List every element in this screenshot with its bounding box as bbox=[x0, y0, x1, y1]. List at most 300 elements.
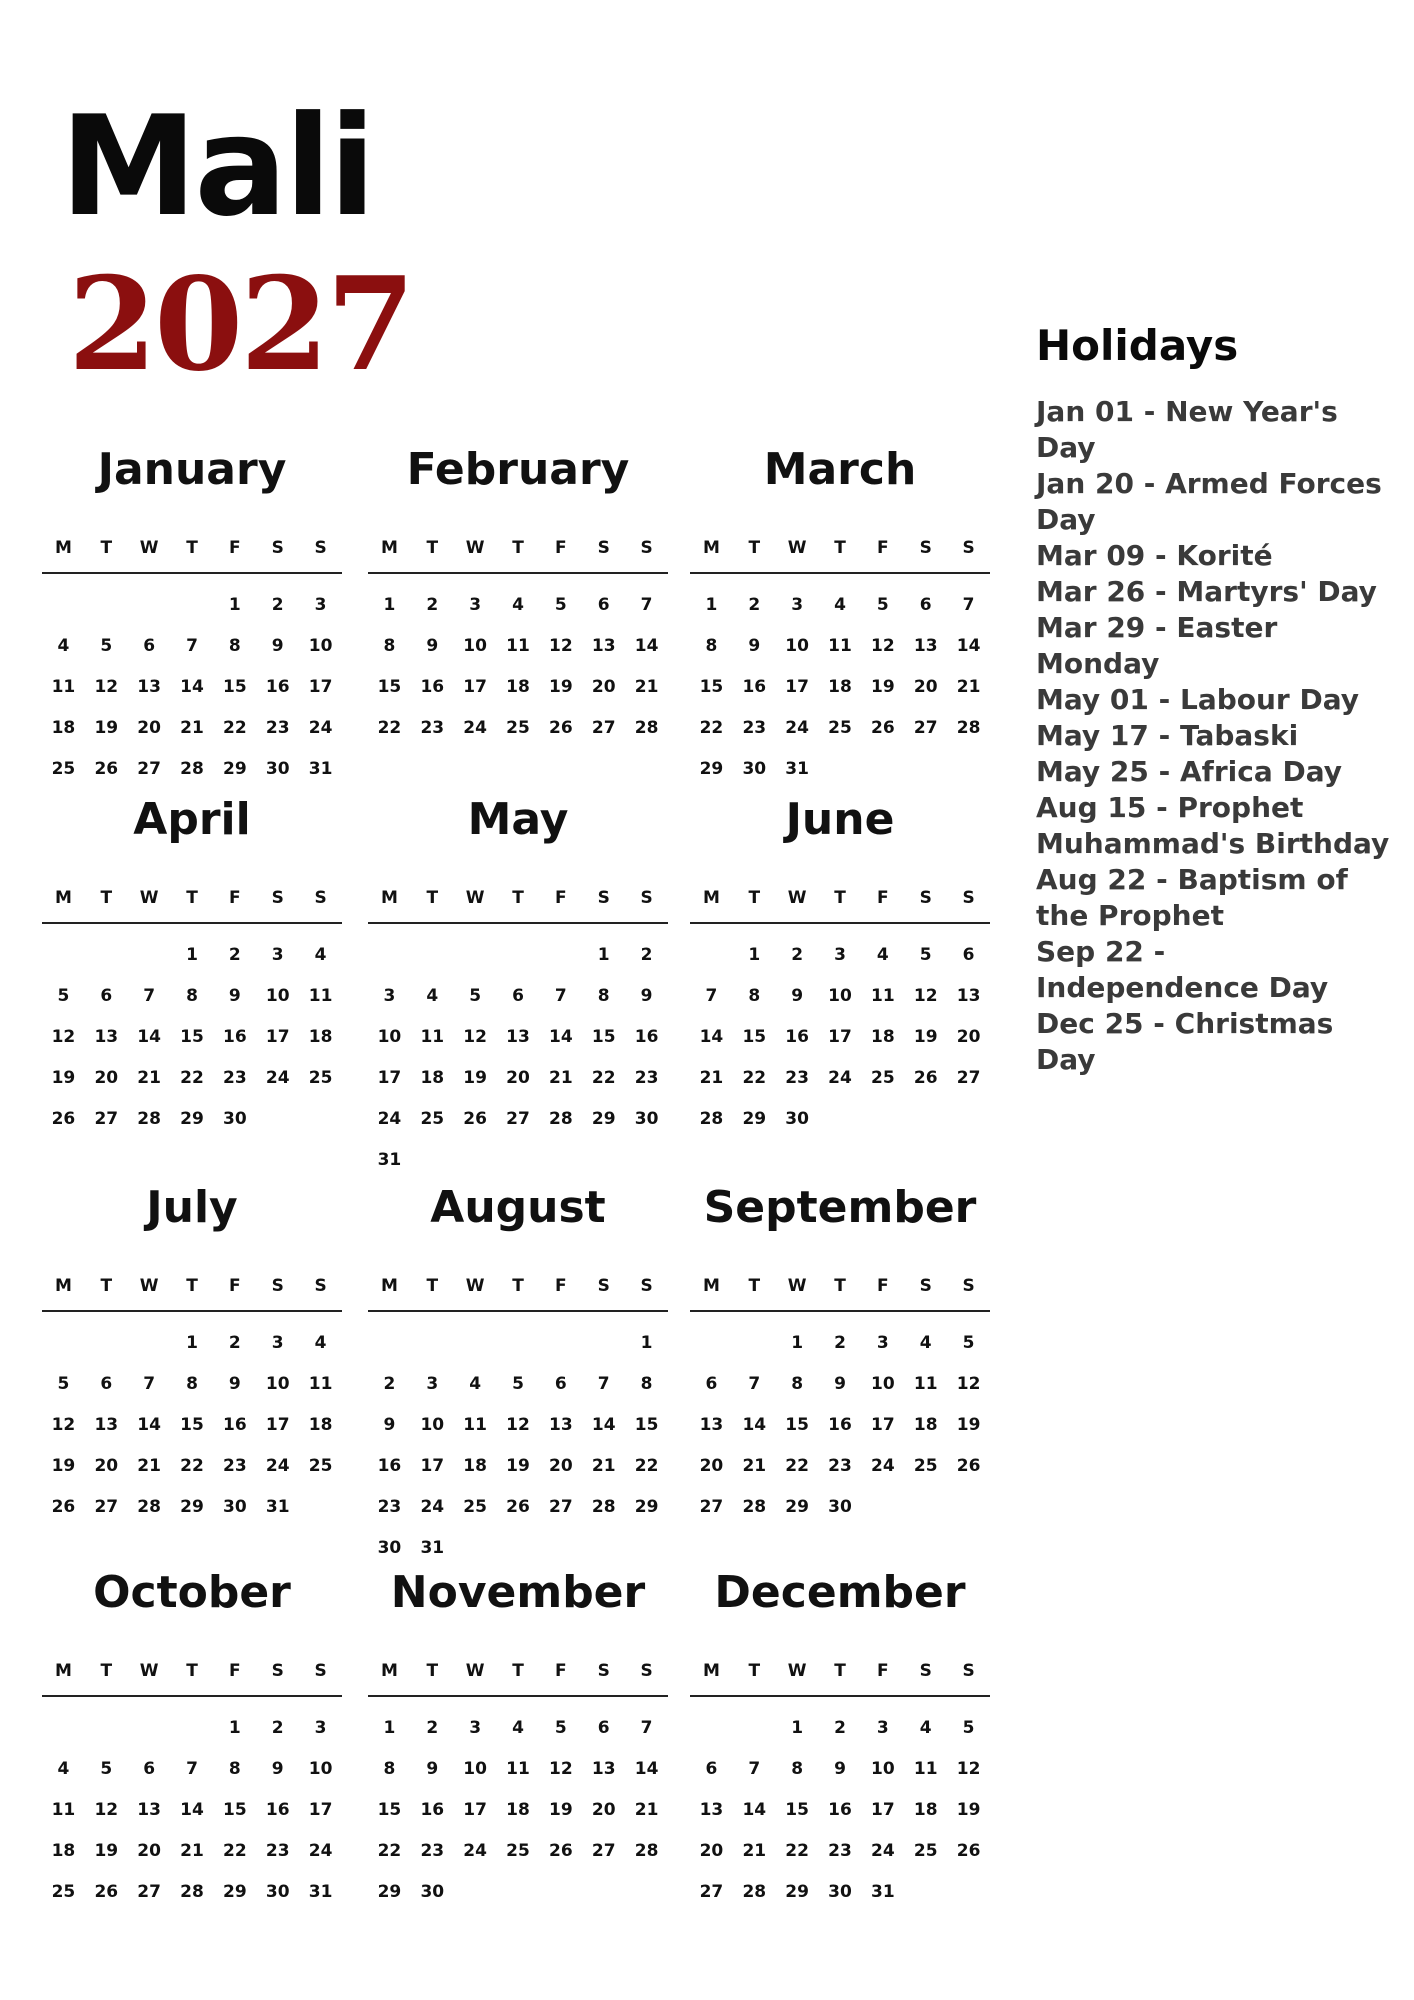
day-cell: 27 bbox=[591, 1840, 616, 1861]
day-cell: 29 bbox=[785, 1881, 809, 1902]
day-cell: 8 bbox=[791, 1373, 804, 1394]
weekday-label: S bbox=[314, 888, 327, 908]
month-name: April bbox=[133, 794, 251, 845]
weekday-label: F bbox=[877, 888, 889, 908]
day-cell: 26 bbox=[51, 1108, 76, 1129]
day-cell: 4 bbox=[314, 1332, 327, 1353]
day-cell: 29 bbox=[591, 1108, 616, 1129]
day-cell: 23 bbox=[420, 717, 445, 738]
day-cell: 22 bbox=[634, 1455, 659, 1476]
day-cell: 22 bbox=[223, 717, 247, 738]
day-cell: 9 bbox=[228, 1373, 241, 1394]
day-cell: 1 bbox=[791, 1332, 804, 1353]
weekday-header bbox=[690, 524, 990, 574]
day-cell: 10 bbox=[463, 635, 487, 656]
day-cell: 5 bbox=[876, 594, 889, 615]
holiday-item: Jan 01 - New Year's Day bbox=[1036, 395, 1338, 464]
day-cell: 6 bbox=[919, 594, 932, 615]
day-cell: 12 bbox=[506, 1414, 530, 1435]
day-cell: 17 bbox=[377, 1067, 402, 1088]
day-cell: 23 bbox=[223, 1067, 247, 1088]
day-cell: 18 bbox=[463, 1455, 487, 1476]
day-cell: 18 bbox=[506, 676, 530, 697]
day-cell: 13 bbox=[137, 676, 161, 697]
day-cell: 26 bbox=[506, 1496, 530, 1517]
day-cell: 6 bbox=[597, 594, 610, 615]
day-cell: 8 bbox=[228, 1758, 241, 1779]
weekday-label: T bbox=[748, 1276, 761, 1296]
day-cell: 28 bbox=[180, 758, 204, 779]
day-cell: 20 bbox=[591, 676, 616, 697]
holidays-panel bbox=[1036, 318, 1396, 1078]
day-cell: 20 bbox=[506, 1067, 530, 1088]
day-cell: 22 bbox=[699, 717, 724, 738]
day-cell: 11 bbox=[506, 635, 530, 656]
day-cell: 31 bbox=[871, 1881, 895, 1902]
day-cell: 6 bbox=[962, 944, 975, 965]
day-cell: 21 bbox=[742, 1455, 767, 1476]
day-cell: 1 bbox=[186, 1332, 198, 1353]
day-cell: 13 bbox=[506, 1026, 530, 1047]
month-name: June bbox=[785, 794, 895, 845]
day-cell: 2 bbox=[791, 944, 804, 965]
weekday-label: W bbox=[787, 1276, 807, 1296]
day-cell: 20 bbox=[94, 1067, 119, 1088]
day-cell: 9 bbox=[228, 985, 241, 1006]
weekday-label: T bbox=[186, 888, 198, 908]
weekday-label: T bbox=[426, 1276, 439, 1296]
day-cell: 16 bbox=[377, 1455, 402, 1476]
month-april bbox=[42, 780, 342, 1139]
day-cell: 21 bbox=[180, 717, 204, 738]
day-grid bbox=[690, 1707, 990, 1912]
day-grid bbox=[690, 584, 990, 789]
month-august bbox=[368, 1168, 668, 1568]
day-cell: 15 bbox=[180, 1026, 204, 1047]
day-cell: 22 bbox=[180, 1455, 204, 1476]
day-cell: 30 bbox=[265, 758, 290, 779]
day-cell: 23 bbox=[785, 1067, 809, 1088]
holiday-item: Aug 22 - Baptism of the Prophet bbox=[1036, 863, 1348, 932]
day-cell: 3 bbox=[791, 594, 804, 615]
day-cell: 24 bbox=[871, 1455, 895, 1476]
day-cell: 26 bbox=[956, 1455, 981, 1476]
day-cell: 31 bbox=[785, 758, 809, 779]
day-cell: 16 bbox=[742, 676, 767, 697]
day-cell: 26 bbox=[549, 717, 573, 738]
day-cell: 15 bbox=[785, 1799, 809, 1820]
day-cell: 6 bbox=[100, 1373, 113, 1394]
day-cell: 30 bbox=[742, 758, 767, 779]
day-cell: 17 bbox=[828, 1026, 852, 1047]
day-cell: 7 bbox=[143, 1373, 156, 1394]
day-cell: 27 bbox=[94, 1496, 119, 1517]
day-cell: 28 bbox=[549, 1108, 573, 1129]
weekday-label: S bbox=[962, 1661, 975, 1681]
weekday-label: T bbox=[834, 888, 846, 908]
day-cell: 13 bbox=[699, 1799, 724, 1820]
day-cell: 17 bbox=[463, 676, 487, 697]
day-cell: 3 bbox=[314, 594, 327, 615]
day-cell: 1 bbox=[640, 1332, 653, 1353]
weekday-label: T bbox=[186, 538, 198, 558]
day-cell: 9 bbox=[748, 635, 761, 656]
day-cell: 20 bbox=[549, 1455, 573, 1476]
day-cell: 12 bbox=[463, 1026, 487, 1047]
day-cell: 10 bbox=[463, 1758, 487, 1779]
day-cell: 19 bbox=[94, 1840, 119, 1861]
day-cell: 27 bbox=[549, 1496, 573, 1517]
day-cell: 12 bbox=[913, 985, 938, 1006]
month-name: January bbox=[97, 444, 287, 495]
day-cell: 5 bbox=[512, 1373, 524, 1394]
day-cell: 23 bbox=[265, 1840, 290, 1861]
holidays-title: Holidays bbox=[1036, 321, 1239, 370]
day-cell: 18 bbox=[871, 1026, 895, 1047]
day-cell: 11 bbox=[506, 1758, 530, 1779]
day-cell: 17 bbox=[785, 676, 809, 697]
day-cell: 30 bbox=[377, 1537, 402, 1558]
day-cell: 11 bbox=[51, 1799, 76, 1820]
day-cell: 20 bbox=[913, 676, 938, 697]
day-cell: 19 bbox=[51, 1067, 76, 1088]
day-cell: 30 bbox=[265, 1881, 290, 1902]
day-cell: 26 bbox=[913, 1067, 938, 1088]
day-cell: 11 bbox=[871, 985, 895, 1006]
day-cell: 5 bbox=[554, 594, 567, 615]
weekday-label: S bbox=[640, 1661, 653, 1681]
holiday-item: May 01 - Labour Day bbox=[1036, 683, 1360, 716]
month-name: October bbox=[93, 1567, 291, 1618]
day-cell: 15 bbox=[785, 1414, 809, 1435]
weekday-label: S bbox=[919, 1661, 932, 1681]
day-cell: 4 bbox=[512, 594, 524, 615]
weekday-label: T bbox=[426, 888, 439, 908]
day-cell: 24 bbox=[308, 1840, 333, 1861]
day-cell: 2 bbox=[271, 1717, 284, 1738]
weekday-label: S bbox=[271, 888, 284, 908]
day-cell: 6 bbox=[143, 635, 156, 656]
weekday-header bbox=[368, 874, 668, 924]
day-cell: 7 bbox=[186, 635, 198, 656]
holiday-item: Aug 15 - Prophet Muhammad's Birthday bbox=[1036, 791, 1390, 860]
weekday-label: T bbox=[748, 538, 761, 558]
weekday-label: T bbox=[426, 538, 439, 558]
day-cell: 30 bbox=[420, 1881, 445, 1902]
weekday-label: T bbox=[748, 1661, 761, 1681]
weekday-label: S bbox=[640, 888, 653, 908]
month-november bbox=[368, 1553, 668, 1912]
day-cell: 12 bbox=[94, 676, 119, 697]
day-cell: 4 bbox=[57, 635, 70, 656]
day-cell: 14 bbox=[180, 1799, 204, 1820]
day-cell: 23 bbox=[828, 1455, 852, 1476]
day-cell: 26 bbox=[463, 1108, 487, 1129]
day-cell: 20 bbox=[137, 1840, 161, 1861]
day-cell: 27 bbox=[913, 717, 938, 738]
day-cell: 23 bbox=[265, 717, 290, 738]
day-cell: 13 bbox=[94, 1026, 119, 1047]
day-cell: 8 bbox=[748, 985, 761, 1006]
day-cell: 22 bbox=[591, 1067, 616, 1088]
weekday-label: W bbox=[465, 1276, 485, 1296]
day-cell: 21 bbox=[742, 1840, 767, 1861]
day-cell: 15 bbox=[377, 1799, 402, 1820]
day-cell: 21 bbox=[699, 1067, 724, 1088]
day-cell: 17 bbox=[308, 1799, 333, 1820]
day-cell: 19 bbox=[956, 1799, 981, 1820]
day-grid bbox=[368, 584, 668, 748]
day-cell: 12 bbox=[549, 1758, 573, 1779]
weekday-header bbox=[690, 874, 990, 924]
day-cell: 22 bbox=[785, 1455, 809, 1476]
day-cell: 19 bbox=[956, 1414, 981, 1435]
day-cell: 26 bbox=[94, 1881, 119, 1902]
day-cell: 29 bbox=[634, 1496, 659, 1517]
weekday-label: S bbox=[919, 888, 932, 908]
day-cell: 24 bbox=[265, 1067, 290, 1088]
day-cell: 5 bbox=[919, 944, 932, 965]
day-cell: 24 bbox=[828, 1067, 852, 1088]
day-cell: 18 bbox=[828, 676, 852, 697]
day-cell: 2 bbox=[426, 1717, 439, 1738]
month-name: March bbox=[763, 444, 917, 495]
day-cell: 27 bbox=[699, 1496, 724, 1517]
day-cell: 3 bbox=[426, 1373, 439, 1394]
day-cell: 3 bbox=[469, 1717, 482, 1738]
day-cell: 26 bbox=[94, 758, 119, 779]
day-cell: 28 bbox=[591, 1496, 616, 1517]
day-cell: 25 bbox=[871, 1067, 895, 1088]
day-cell: 13 bbox=[699, 1414, 724, 1435]
weekday-header bbox=[42, 524, 342, 574]
day-cell: 6 bbox=[554, 1373, 567, 1394]
day-cell: 31 bbox=[420, 1537, 445, 1558]
day-cell: 9 bbox=[791, 985, 804, 1006]
weekday-label: M bbox=[702, 888, 720, 908]
day-cell: 18 bbox=[308, 1414, 333, 1435]
day-cell: 8 bbox=[597, 985, 610, 1006]
year-title: 2027 bbox=[68, 250, 413, 400]
weekday-label: W bbox=[465, 888, 485, 908]
day-cell: 13 bbox=[591, 1758, 616, 1779]
day-cell: 11 bbox=[308, 985, 333, 1006]
day-cell: 19 bbox=[506, 1455, 530, 1476]
day-cell: 5 bbox=[554, 1717, 567, 1738]
day-cell: 1 bbox=[597, 944, 610, 965]
day-cell: 12 bbox=[956, 1758, 981, 1779]
weekday-label: S bbox=[919, 538, 932, 558]
day-cell: 10 bbox=[785, 635, 809, 656]
weekday-label: S bbox=[962, 888, 975, 908]
day-cell: 9 bbox=[834, 1373, 846, 1394]
day-cell: 10 bbox=[308, 1758, 333, 1779]
day-cell: 25 bbox=[51, 1881, 76, 1902]
day-grid bbox=[42, 1707, 342, 1912]
weekday-label: F bbox=[229, 888, 241, 908]
holiday-item: Dec 25 - Christmas Day bbox=[1036, 1007, 1334, 1076]
day-cell: 2 bbox=[271, 594, 284, 615]
day-cell: 25 bbox=[913, 1840, 938, 1861]
day-cell: 16 bbox=[420, 1799, 445, 1820]
weekday-label: S bbox=[640, 538, 653, 558]
day-cell: 21 bbox=[137, 1455, 161, 1476]
day-cell: 11 bbox=[463, 1414, 487, 1435]
day-cell: 6 bbox=[143, 1758, 156, 1779]
day-cell: 24 bbox=[463, 1840, 487, 1861]
day-cell: 5 bbox=[100, 635, 113, 656]
day-grid bbox=[368, 1707, 668, 1912]
day-cell: 19 bbox=[871, 676, 895, 697]
day-cell: 26 bbox=[51, 1496, 76, 1517]
day-cell: 9 bbox=[271, 1758, 284, 1779]
day-cell: 4 bbox=[314, 944, 327, 965]
day-cell: 7 bbox=[640, 594, 653, 615]
day-cell: 19 bbox=[549, 1799, 573, 1820]
day-cell: 28 bbox=[742, 1496, 767, 1517]
day-cell: 20 bbox=[699, 1840, 724, 1861]
day-cell: 13 bbox=[549, 1414, 573, 1435]
day-cell: 13 bbox=[956, 985, 981, 1006]
weekday-header bbox=[368, 1262, 668, 1312]
day-cell: 21 bbox=[634, 1799, 659, 1820]
month-name: July bbox=[146, 1182, 238, 1233]
day-cell: 24 bbox=[265, 1455, 290, 1476]
weekday-label: W bbox=[139, 888, 159, 908]
month-may bbox=[368, 780, 668, 1180]
weekday-label: F bbox=[555, 538, 567, 558]
day-cell: 8 bbox=[640, 1373, 653, 1394]
day-cell: 23 bbox=[742, 717, 767, 738]
holiday-item: Mar 09 - Korité bbox=[1036, 539, 1273, 572]
weekday-label: T bbox=[100, 1661, 113, 1681]
weekday-label: T bbox=[100, 1276, 113, 1296]
day-cell: 28 bbox=[137, 1496, 161, 1517]
day-cell: 18 bbox=[51, 717, 76, 738]
day-cell: 10 bbox=[265, 1373, 290, 1394]
day-cell: 18 bbox=[51, 1840, 76, 1861]
day-cell: 30 bbox=[223, 1496, 247, 1517]
day-cell: 2 bbox=[834, 1717, 846, 1738]
weekday-label: S bbox=[962, 1276, 975, 1296]
day-cell: 30 bbox=[785, 1108, 809, 1129]
day-cell: 16 bbox=[828, 1799, 852, 1820]
day-cell: 26 bbox=[549, 1840, 573, 1861]
day-cell: 11 bbox=[308, 1373, 333, 1394]
weekday-label: W bbox=[787, 888, 807, 908]
day-cell: 19 bbox=[51, 1455, 76, 1476]
weekday-label: W bbox=[787, 538, 807, 558]
day-cell: 14 bbox=[137, 1026, 161, 1047]
weekday-label: F bbox=[555, 1661, 567, 1681]
day-cell: 23 bbox=[828, 1840, 852, 1861]
day-cell: 4 bbox=[876, 944, 889, 965]
day-cell: 24 bbox=[377, 1108, 402, 1129]
day-cell: 14 bbox=[591, 1414, 616, 1435]
day-cell: 11 bbox=[913, 1373, 938, 1394]
day-grid bbox=[368, 1322, 668, 1568]
month-october bbox=[42, 1553, 342, 1912]
day-cell: 8 bbox=[228, 635, 241, 656]
day-cell: 17 bbox=[871, 1799, 895, 1820]
day-cell: 19 bbox=[94, 717, 119, 738]
day-cell: 19 bbox=[913, 1026, 938, 1047]
day-cell: 16 bbox=[828, 1414, 852, 1435]
day-cell: 20 bbox=[699, 1455, 724, 1476]
month-january bbox=[42, 430, 342, 789]
day-cell: 14 bbox=[634, 635, 659, 656]
day-cell: 16 bbox=[785, 1026, 809, 1047]
day-cell: 13 bbox=[591, 635, 616, 656]
weekday-label: T bbox=[512, 1661, 524, 1681]
day-cell: 20 bbox=[94, 1455, 119, 1476]
weekday-label: T bbox=[512, 1276, 524, 1296]
weekday-label: S bbox=[314, 538, 327, 558]
day-cell: 29 bbox=[785, 1496, 809, 1517]
day-cell: 19 bbox=[549, 676, 573, 697]
day-cell: 21 bbox=[634, 676, 659, 697]
day-cell: 27 bbox=[591, 717, 616, 738]
month-june bbox=[690, 780, 990, 1139]
day-cell: 8 bbox=[383, 1758, 396, 1779]
day-cell: 24 bbox=[871, 1840, 895, 1861]
weekday-label: M bbox=[54, 538, 72, 558]
day-cell: 28 bbox=[137, 1108, 161, 1129]
weekday-label: M bbox=[702, 538, 720, 558]
day-cell: 18 bbox=[913, 1799, 938, 1820]
weekday-label: M bbox=[702, 1661, 720, 1681]
weekday-label: T bbox=[100, 538, 113, 558]
day-cell: 8 bbox=[186, 1373, 198, 1394]
day-cell: 28 bbox=[956, 717, 981, 738]
day-cell: 14 bbox=[634, 1758, 659, 1779]
day-cell: 10 bbox=[265, 985, 290, 1006]
day-cell: 5 bbox=[57, 1373, 70, 1394]
day-cell: 27 bbox=[137, 1881, 161, 1902]
day-cell: 3 bbox=[469, 594, 482, 615]
weekday-label: F bbox=[555, 888, 567, 908]
day-grid bbox=[690, 1322, 990, 1527]
day-cell: 4 bbox=[834, 594, 846, 615]
day-cell: 11 bbox=[51, 676, 76, 697]
weekday-label: W bbox=[139, 1661, 159, 1681]
day-cell: 2 bbox=[228, 1332, 241, 1353]
day-cell: 31 bbox=[308, 758, 333, 779]
day-cell: 25 bbox=[913, 1455, 938, 1476]
day-cell: 16 bbox=[265, 1799, 290, 1820]
day-cell: 1 bbox=[705, 594, 718, 615]
day-cell: 3 bbox=[314, 1717, 327, 1738]
day-cell: 5 bbox=[962, 1717, 975, 1738]
weekday-label: F bbox=[877, 538, 889, 558]
weekday-label: S bbox=[597, 538, 610, 558]
day-cell: 1 bbox=[748, 944, 761, 965]
day-cell: 14 bbox=[742, 1799, 767, 1820]
weekday-label: S bbox=[597, 1661, 610, 1681]
day-cell: 12 bbox=[51, 1026, 76, 1047]
month-name: February bbox=[406, 444, 630, 495]
day-cell: 19 bbox=[463, 1067, 487, 1088]
day-grid bbox=[42, 584, 342, 789]
day-cell: 7 bbox=[143, 985, 156, 1006]
weekday-label: M bbox=[54, 1661, 72, 1681]
day-grid bbox=[690, 934, 990, 1139]
day-cell: 10 bbox=[377, 1026, 402, 1047]
weekday-label: T bbox=[834, 1276, 846, 1296]
weekday-header bbox=[42, 1647, 342, 1697]
day-grid bbox=[42, 1322, 342, 1527]
day-cell: 8 bbox=[186, 985, 198, 1006]
